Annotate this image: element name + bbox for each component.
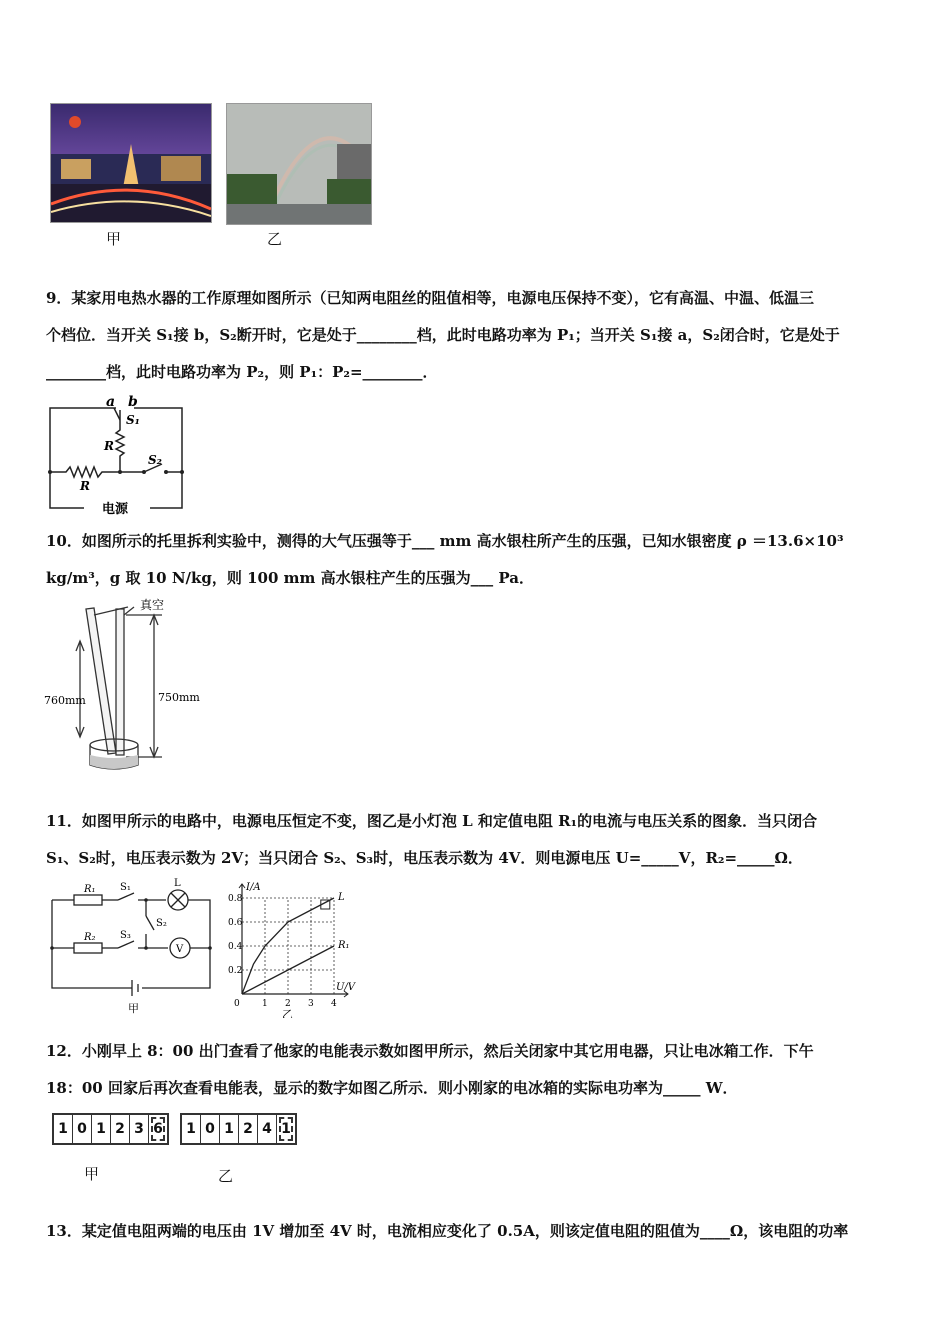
q9-line3: ________档，此时电路功率为 P₂，则 P₁：P₂=________． bbox=[46, 363, 438, 381]
label-vacuum: 真空 bbox=[140, 598, 165, 612]
torricelli-diagram bbox=[44, 595, 214, 775]
night-city-photo bbox=[50, 103, 212, 223]
q9-circuit-diagram bbox=[44, 392, 194, 518]
label-b: b bbox=[128, 394, 138, 410]
label-750: 750mm bbox=[158, 691, 200, 704]
x-tick-label: 0 bbox=[234, 999, 240, 1009]
meter-right bbox=[180, 1113, 297, 1145]
meter-digit: 1 bbox=[182, 1115, 201, 1143]
y-tick-label: 0.2 bbox=[228, 966, 243, 976]
q12-line1: 12．小刚早上 8：00 出门查看了他家的电能表示数如图甲所示，然后关闭家中其它用电器，只让电冰箱工作．下午 bbox=[46, 1042, 814, 1060]
label-s2: S₂ bbox=[156, 918, 167, 929]
top-caption-left: 甲 bbox=[106, 230, 122, 248]
q10-line1: 10．如图所示的托里拆利实验中，测得的大气压强等于___ mm 高水银柱所产生的压强，已知水银密度 ρ ＝13.6×10³ bbox=[46, 532, 844, 550]
rainbow-street-photo bbox=[226, 103, 372, 225]
q13-line1: 13．某定值电阻两端的电压由 1V 增加至 4V 时，电流相应变化了 0.5A，则该定值电阻的阻值为____Ω，该电阻的功率 bbox=[46, 1222, 849, 1240]
meter-digit: 2 bbox=[239, 1115, 258, 1143]
y-tick-label: 0.8 bbox=[228, 894, 243, 904]
top-caption-right: 乙 bbox=[267, 230, 283, 248]
x-tick-label: 3 bbox=[308, 999, 314, 1009]
y-axis-label: I/A bbox=[246, 882, 261, 893]
meter-caption-right: 乙 bbox=[218, 1167, 234, 1185]
label-a: a bbox=[106, 394, 116, 410]
meter-digit: 3 bbox=[130, 1115, 149, 1143]
q11-circuit-diagram bbox=[46, 878, 216, 1014]
meter-digit: 0 bbox=[201, 1115, 220, 1143]
q11-line1: 11．如图甲所示的电路中，电源电压恒定不变，图乙是小灯泡 L 和定值电阻 R₁的电流与电压关系的图象．当只闭合 bbox=[46, 812, 818, 830]
label-r2: R₂ bbox=[84, 932, 96, 943]
meter-digit: 1 bbox=[54, 1115, 73, 1143]
meter-digit: 1 bbox=[220, 1115, 239, 1143]
y-tick-label: 0.6 bbox=[228, 918, 243, 928]
label-voltmeter: V bbox=[176, 944, 184, 955]
meter-left bbox=[52, 1113, 169, 1145]
label-r1: R₁ bbox=[84, 884, 96, 895]
circuit-caption: 甲 bbox=[128, 1002, 139, 1014]
x-axis-label: U/V bbox=[336, 982, 356, 993]
x-tick-label: 1 bbox=[262, 999, 268, 1009]
meter-digit: 6 bbox=[149, 1115, 167, 1143]
meter-digit: 1 bbox=[277, 1115, 295, 1143]
series-label: L bbox=[338, 892, 345, 903]
label-r-upper: R bbox=[104, 439, 114, 453]
label-lamp: L bbox=[174, 878, 181, 889]
label-s2: S₂ bbox=[148, 453, 162, 467]
q9-line2: 个档位．当开关 S₁接 b，S₂断开时，它是处于________档，此时电路功率为 P₁；当开关 S₁接 a，S₂闭合时，它是处于 bbox=[46, 326, 840, 344]
x-tick-label: 4 bbox=[331, 999, 337, 1009]
q12-line2: 18：00 回家后再次查看电能表，显示的数字如图乙所示．则小刚家的电冰箱的实际电功率为_____ W． bbox=[46, 1079, 738, 1097]
series-label: R₁ bbox=[338, 940, 350, 951]
label-s3: S₃ bbox=[120, 930, 131, 941]
label-s1: S₁ bbox=[120, 882, 131, 893]
iv-graph bbox=[226, 878, 376, 1018]
meter-caption-left: 甲 bbox=[84, 1165, 100, 1183]
meter-digit: 2 bbox=[111, 1115, 130, 1143]
x-tick-label: 2 bbox=[285, 999, 291, 1009]
q10-line2: kg/m³，g 取 10 N/kg，则 100 mm 高水银柱产生的压强为___ Pa． bbox=[46, 569, 534, 587]
label-760: 760mm bbox=[44, 694, 86, 707]
y-tick-label: 0.4 bbox=[228, 942, 243, 952]
q11-line2: S₁、S₂时，电压表示数为 2V；当只闭合 S₂、S₃时，电压表示数为 4V．则电源电压 U=_____V，R₂=_____Ω． bbox=[46, 849, 803, 867]
q9-line1: 9．某家用电热水器的工作原理如图所示（已知两电阻丝的阻值相等，电源电压保持不变），它有高温、中温、低温三 bbox=[46, 289, 814, 307]
rainbow-street-image bbox=[227, 104, 371, 224]
meter-digit: 0 bbox=[73, 1115, 92, 1143]
meter-digit: 4 bbox=[258, 1115, 277, 1143]
night-city-image bbox=[51, 104, 211, 222]
label-source: 电源 bbox=[102, 502, 129, 517]
meter-digit: 1 bbox=[92, 1115, 111, 1143]
graph-caption: 乙 bbox=[282, 1008, 293, 1018]
label-s1: S₁ bbox=[126, 413, 140, 427]
label-r-lower: R bbox=[80, 479, 90, 493]
